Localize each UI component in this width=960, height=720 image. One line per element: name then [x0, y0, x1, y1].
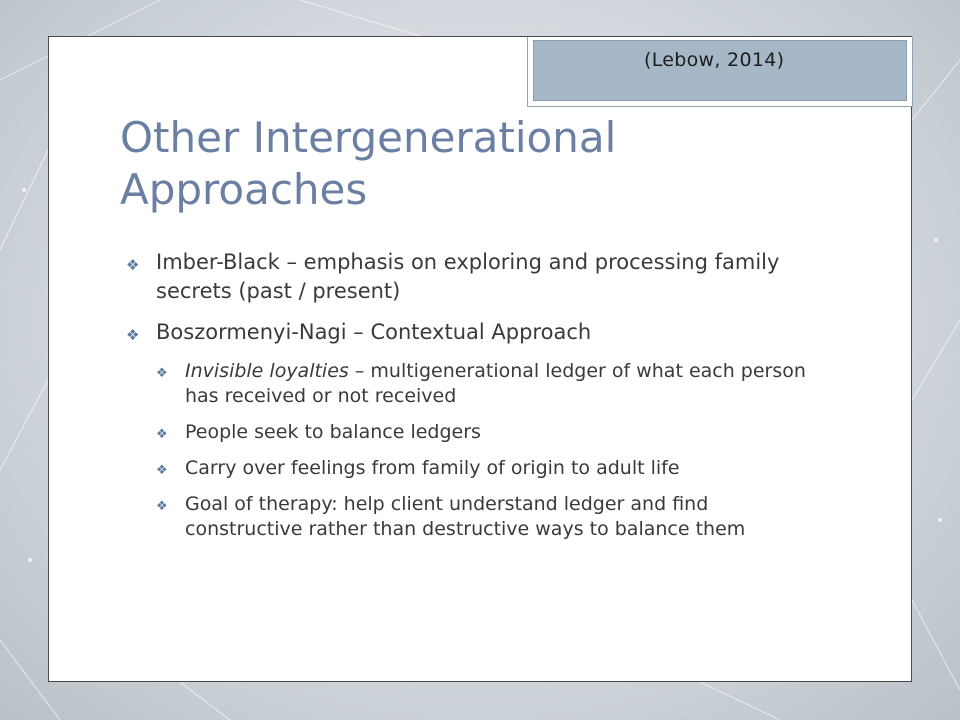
- diamond-icon: ❖: [126, 326, 140, 344]
- bullet-item: [126, 248, 826, 306]
- citation-fill: [533, 40, 907, 101]
- citation-box: [527, 37, 913, 107]
- sub-bullet-item: [156, 492, 826, 542]
- bullet-item: [126, 318, 826, 347]
- bullet-emphasis: Invisible loyalties: [185, 360, 349, 382]
- diamond-icon: ❖: [156, 499, 168, 514]
- bullet-text: Carry over feelings from family of origin to adult life: [185, 457, 680, 479]
- diamond-icon: ❖: [126, 256, 140, 274]
- sub-bullet-item: [156, 456, 826, 481]
- bullet-text: Imber-Black – emphasis on exploring and processing family secrets (past / present): [156, 250, 780, 303]
- bullet-text: People seek to balance ledgers: [185, 421, 481, 443]
- citation-text: (Lebow, 2014): [644, 49, 785, 71]
- bullet-list: [126, 248, 826, 553]
- sub-bullet-item: [156, 420, 826, 445]
- slide-title: Other Intergenerational Approaches: [120, 113, 617, 214]
- diamond-icon: ❖: [156, 463, 168, 478]
- bullet-text: Boszormenyi-Nagi – Contextual Approach: [156, 320, 592, 344]
- bullet-text: – multigenerational ledger of what each person has received or not received: [185, 360, 806, 407]
- diamond-icon: ❖: [156, 427, 168, 442]
- diamond-icon: ❖: [156, 366, 168, 381]
- bullet-text: Goal of therapy: help client understand ledger and find constructive rather than destructive ways to balance them: [185, 493, 746, 540]
- sub-bullet-item: [156, 359, 826, 409]
